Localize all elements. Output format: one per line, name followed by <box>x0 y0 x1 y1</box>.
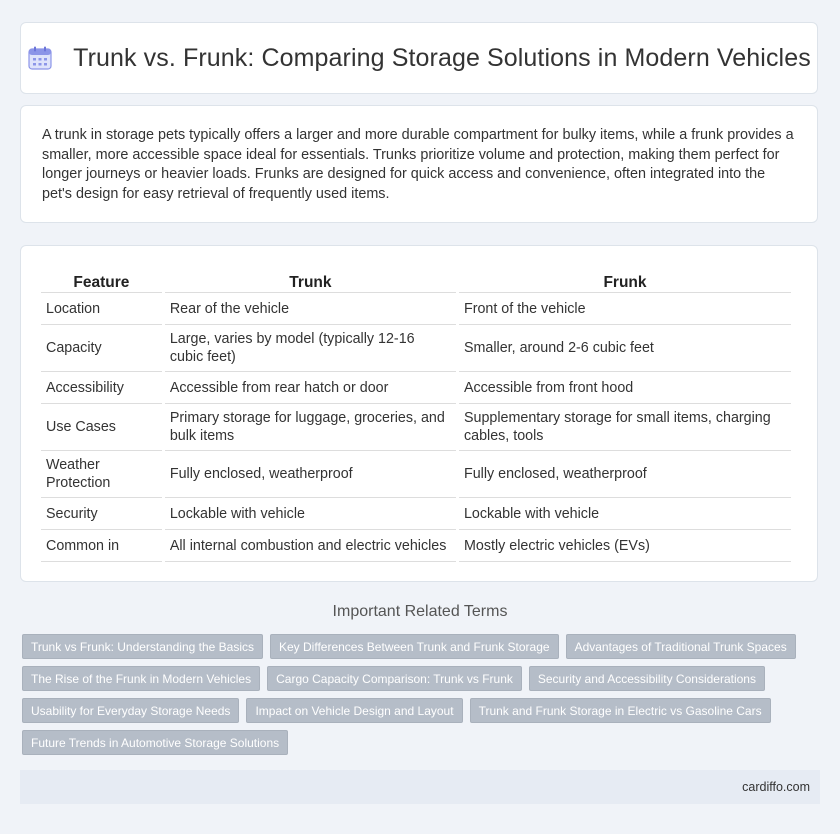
related-terms-list <box>22 634 812 762</box>
table-cell: Lockable with vehicle <box>165 498 456 530</box>
table-row <box>41 451 791 498</box>
table-cell: Weather Protection <box>41 451 162 498</box>
table-cell: Lockable with vehicle <box>459 498 791 530</box>
table-row <box>41 530 791 562</box>
header-card <box>20 22 818 94</box>
intro-card <box>20 105 818 223</box>
table-cell: Common in <box>41 530 162 562</box>
table-cell: Accessible from front hood <box>459 372 791 404</box>
comparison-table <box>38 266 794 562</box>
calendar-icon <box>27 45 53 71</box>
related-term-tag[interactable]: Usability for Everyday Storage Needs <box>22 698 239 723</box>
related-term-tag[interactable]: The Rise of the Frunk in Modern Vehicles <box>22 666 260 691</box>
comparison-table-card <box>20 245 818 582</box>
table-cell: Fully enclosed, weatherproof <box>459 451 791 498</box>
header-trunk: Trunk <box>165 266 456 293</box>
table-cell: Security <box>41 498 162 530</box>
related-term-tag[interactable]: Future Trends in Automotive Storage Solutions <box>22 730 288 755</box>
table-cell: Large, varies by model (typically 12-16 cubic feet) <box>165 325 456 372</box>
related-terms-title: Important Related Terms <box>332 603 508 620</box>
table-cell: Accessible from rear hatch or door <box>165 372 456 404</box>
table-cell: Primary storage for luggage, groceries, and bulk items <box>165 404 456 451</box>
table-cell: Smaller, around 2-6 cubic feet <box>459 325 791 372</box>
table-row <box>41 498 791 530</box>
page-title: Trunk vs. Frunk: Comparing Storage Solutions in Modern Vehicles <box>73 43 811 72</box>
table-cell: All internal combustion and electric vehicles <box>165 530 456 562</box>
table-cell: Mostly electric vehicles (EVs) <box>459 530 791 562</box>
table-cell: Front of the vehicle <box>459 293 791 325</box>
related-term-tag[interactable]: Key Differences Between Trunk and Frunk Storage <box>270 634 559 659</box>
footer <box>20 770 820 804</box>
table-cell: Location <box>41 293 162 325</box>
table-row <box>41 372 791 404</box>
table-cell: Supplementary storage for small items, charging cables, tools <box>459 404 791 451</box>
table-row <box>41 325 791 372</box>
related-term-tag[interactable]: Trunk and Frunk Storage in Electric vs Gasoline Cars <box>470 698 771 723</box>
table-cell: Accessibility <box>41 372 162 404</box>
table-cell: Rear of the vehicle <box>165 293 456 325</box>
related-term-tag[interactable]: Cargo Capacity Comparison: Trunk vs Frunk <box>267 666 522 691</box>
related-term-tag[interactable]: Trunk vs Frunk: Understanding the Basics <box>22 634 263 659</box>
intro-text: A trunk in storage pets typically offers a larger and more durable compartment for bulky items, while a frunk provides a smaller, more accessible space ideal for essentials. Trunks prioritize volume and protection, making them perfect for longer journeys or heavier loads. Frunks are designed for quick access and convenience, often integrated into the pet's design for easy retrieval of frequently used items. <box>42 127 794 202</box>
table-row <box>41 404 791 451</box>
table-row <box>41 293 791 325</box>
related-term-tag[interactable]: Security and Accessibility Considerations <box>529 666 765 691</box>
table-header-row <box>41 266 791 293</box>
footer-site-link[interactable]: cardiffo.com <box>742 780 810 794</box>
header-feature: Feature <box>41 266 162 293</box>
table-cell: Capacity <box>41 325 162 372</box>
related-term-tag[interactable]: Advantages of Traditional Trunk Spaces <box>566 634 796 659</box>
table-cell: Use Cases <box>41 404 162 451</box>
table-cell: Fully enclosed, weatherproof <box>165 451 456 498</box>
related-term-tag[interactable]: Impact on Vehicle Design and Layout <box>246 698 462 723</box>
header-frunk: Frunk <box>459 266 791 293</box>
